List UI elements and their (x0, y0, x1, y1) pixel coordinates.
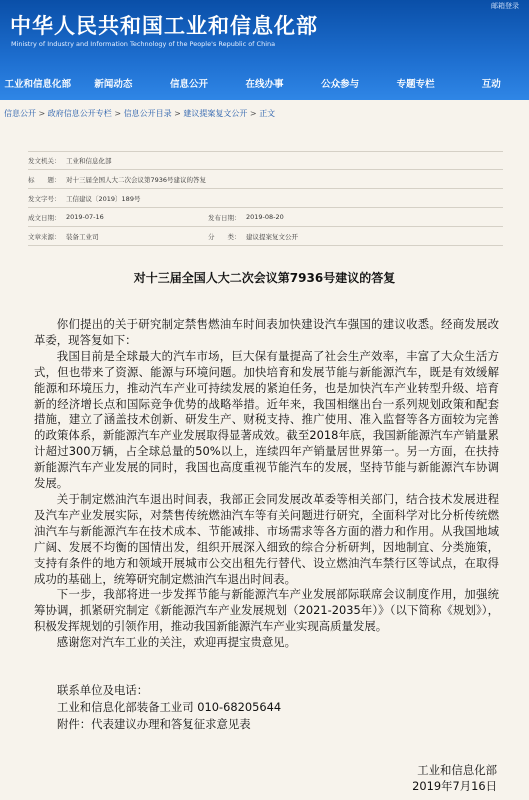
meta-label: 发文字号： (28, 194, 61, 203)
meta-row (28, 151, 503, 170)
body-paragraph: 你们提出的关于研究制定禁售燃油车时间表加快建设汽车强国的建议收悉。经商发展改革委，现答复如下： (34, 317, 499, 347)
body-paragraph: 关于制定燃油汽车退出时间表，我部正会同发展改革委等相关部门，结合技术发展进程及汽车产业发展实际，对禁售传统燃油汽车等有关问题进行研究，全面科学对比分析传统燃油汽车与新能源汽车在技术成本、节能减排、市场需求等各方面的潜力和作用。从我国地域广阔、发展不均衡的国情出发，组织开展深入细致的综合分析研判，因地制宜、分类施策，支持有条件的地方和领域开展城市公交出租先行替代、设立燃油汽车禁行区等试点，在取得成功的基础上，统筹研究制定燃油汽车退出时间表。 (34, 491, 499, 586)
attachment-link[interactable]: 附件：代表建议办理和答复征求意见表 (57, 717, 251, 731)
nav-item-services[interactable]: 在线办事 (245, 79, 284, 90)
meta-label: 发布日期： (208, 213, 241, 222)
contact-unit: 工业和信息化部装备工业司 010-68205644 (57, 700, 282, 714)
nav-item-interaction[interactable]: 互动 (481, 79, 501, 90)
contact-block (57, 682, 281, 733)
breadcrumb-item[interactable]: 政府信息公开专栏 (47, 109, 112, 118)
signature-block (412, 762, 497, 794)
document-meta-table (28, 151, 503, 246)
signature-org: 工业和信息化部 (417, 763, 497, 777)
nav-item-home[interactable]: 工业和信息化部 (4, 79, 72, 90)
contact-label: 联系单位及电话： (57, 683, 149, 697)
breadcrumb-current: 正文 (259, 109, 276, 118)
meta-source: 装备工业司 (66, 232, 99, 241)
breadcrumb-item[interactable]: 建议提案复文公开 (183, 109, 248, 118)
meta-label: 发文机关： (28, 157, 61, 165)
main-nav (0, 73, 529, 97)
meta-title: 对十三届全国人大二次会议第7936号建议的答复 (66, 175, 207, 184)
document-title: 对十三届全国人大二次会议第7936号建议的答复 (133, 271, 396, 285)
mail-login-link[interactable]: 邮箱登录 (491, 2, 519, 10)
site-header (0, 0, 529, 100)
breadcrumb: 信息公开 > 政府信息公开专栏 > 信息公开目录 > 建议提案复文公开 > 正文 (4, 109, 276, 118)
nav-item-topics[interactable]: 专题专栏 (396, 79, 435, 90)
body-paragraph: 下一步，我部将进一步发挥节能与新能源汽车产业发展部际联席会议制度作用，加强统筹协调，抓紧研究制定《新能源汽车产业发展规划（2021-2035年）》（以下简称《规划》），积极发挥规划的引领作用，推动我国新能源汽车产业实现高质量发展。 (34, 587, 499, 634)
meta-row (28, 170, 503, 189)
document-body (34, 317, 499, 651)
meta-publisher: 工业和信息化部 (66, 157, 112, 165)
meta-docno: 工信建议〔2019〕189号 (66, 194, 141, 203)
breadcrumb-item[interactable]: 信息公开 (4, 109, 36, 118)
meta-label: 成文日期： (28, 213, 61, 222)
meta-row (28, 208, 503, 227)
body-paragraph: 我国目前是全球最大的汽车市场，巨大保有量提高了社会生产效率，丰富了大众生活方式，但也带来了资源、能源与环境问题。加快培育和发展节能与新能源汽车，既是有效缓解能源和环境压力，推动汽车产业可持续发展的紧迫任务，也是加快汽车产业转型升级、培育新的经济增长点和国际竞争优势的战略举措。近年来，我国相继出台一系列规划政策和配套措施，建立了涵盖技术创新、研发生产、财税支持、推广使用、准入监督等各方面较为完善的政策体系，新能源汽车产业发展取得显著成效。截至2018年底，我国新能源汽车产销量累计超过300万辆，占全球总量的50%以上，连续四年产销量居世界第一。另一方面，在扶持新能源汽车产业发展的同时，我国也高度重视节能汽车的发展，坚持节能与新能源汽车协调发展。 (34, 348, 499, 491)
meta-row (28, 227, 503, 246)
site-title[interactable]: 中华人民共和国工业和信息化部 (10, 14, 318, 38)
meta-row (28, 189, 503, 208)
nav-item-participation[interactable]: 公众参与 (321, 79, 360, 90)
site-subtitle: Ministry of Industry and Information Technology of the People's Republic of China (11, 40, 276, 48)
meta-label: 文章来源： (28, 232, 61, 241)
breadcrumb-item[interactable]: 信息公开目录 (123, 109, 172, 118)
nav-item-news[interactable]: 新闻动态 (94, 79, 133, 90)
signature-date: 2019年7月16日 (412, 779, 497, 793)
meta-published: 2019-08-20 (246, 213, 284, 221)
meta-label: 标 题： (28, 175, 61, 184)
meta-created: 2019-07-16 (66, 212, 104, 221)
nav-item-info[interactable]: 信息公开 (169, 79, 208, 90)
body-paragraph: 感谢您对汽车工业的关注，欢迎再提宝贵意见。 (56, 635, 297, 650)
meta-label: 分 类： (208, 232, 241, 241)
meta-category: 建议提案复文公开 (246, 232, 298, 241)
